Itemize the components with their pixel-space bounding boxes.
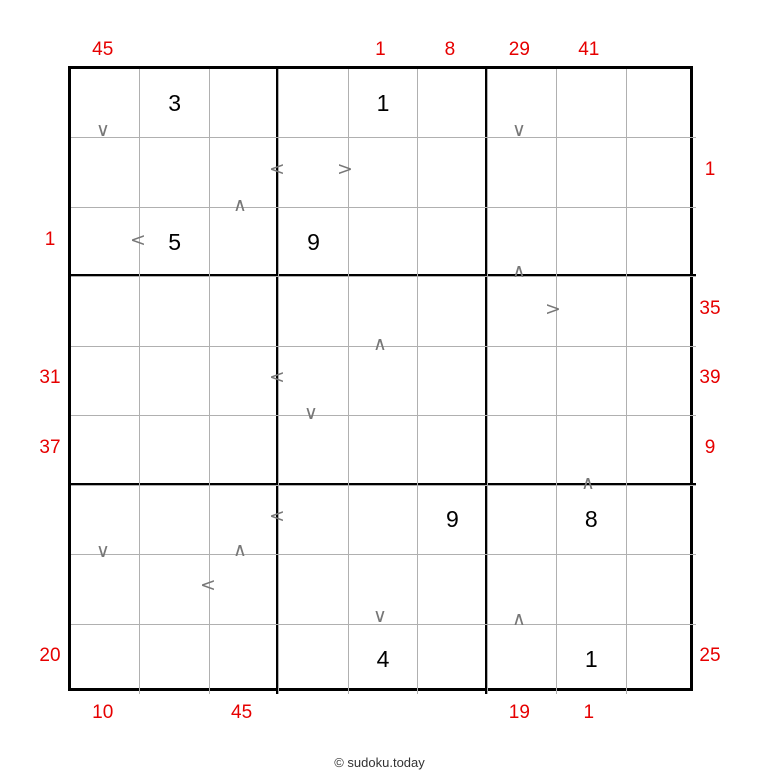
sudoku-grid[interactable] (68, 66, 693, 691)
grid-cell-r3c9[interactable] (627, 208, 696, 277)
grid-cell-r9c1[interactable] (71, 625, 140, 694)
grid-cell-r8c1[interactable] (71, 555, 140, 624)
cmp-r7c2-left: < (200, 574, 216, 596)
clue-left-row3: 1 (44, 228, 56, 250)
cmp-r0c6-down: ∨ (512, 119, 526, 141)
grid-cell-r1c9[interactable] (627, 69, 696, 138)
grid-cell-r4c8[interactable] (557, 277, 626, 346)
cell-value: 5 (168, 228, 182, 255)
grid-cell-r8c6[interactable] (418, 555, 487, 624)
cell-value: 1 (584, 645, 598, 672)
clue-left-row6: 37 (39, 436, 61, 458)
grid-cell-r1c5[interactable] (349, 69, 418, 138)
grid-cell-r3c5[interactable] (349, 208, 418, 277)
grid-cell-r2c7[interactable] (488, 138, 557, 207)
grid-cell-r1c8[interactable] (557, 69, 626, 138)
grid-cell-r9c7[interactable] (488, 625, 557, 694)
cell-value: 1 (376, 89, 390, 116)
grid-cell-r3c6[interactable] (418, 208, 487, 277)
grid-cell-r5c8[interactable] (557, 347, 626, 416)
cmp-r1c2-up: ∧ (233, 194, 247, 216)
grid-cell-r3c2[interactable] (140, 208, 209, 277)
clue-right-row9: 25 (699, 645, 721, 667)
grid-cell-r7c7[interactable] (488, 486, 557, 555)
grid-cell-r6c2[interactable] (140, 416, 209, 485)
grid-cell-r2c6[interactable] (418, 138, 487, 207)
grid-cell-r4c6[interactable] (418, 277, 487, 346)
clue-top-col1: 45 (92, 39, 114, 60)
clue-bottom-col1: 10 (92, 702, 114, 723)
cmp-r3c7-right: > (545, 298, 561, 320)
clue-right-row5: 39 (699, 367, 721, 389)
grid-cell-r5c1[interactable] (71, 347, 140, 416)
cmp-r0c0-down: ∨ (96, 119, 110, 141)
grid-cell-r9c6[interactable] (418, 625, 487, 694)
grid-cell-r4c3[interactable] (210, 277, 279, 346)
cmp-r4c4-up: ∧ (373, 333, 387, 355)
cmp-r1c4-right: > (337, 158, 353, 180)
grid-cell-r6c1[interactable] (71, 416, 140, 485)
grid-cell-r8c8[interactable] (557, 555, 626, 624)
cmp-r1c3-left: < (269, 158, 285, 180)
clue-right-row2: 1 (704, 159, 716, 181)
grid-cell-r6c7[interactable] (488, 416, 557, 485)
cmp-r2c1-left: < (130, 229, 146, 251)
cmp-r6c7-up: ∧ (581, 472, 595, 494)
grid-cell-r7c8[interactable] (557, 486, 626, 555)
grid-cell-r5c5[interactable] (349, 347, 418, 416)
clue-top-col7: 29 (508, 39, 530, 60)
cell-value: 3 (168, 89, 182, 116)
grid-cell-r3c3[interactable] (210, 208, 279, 277)
grid-cell-r8c4[interactable] (279, 555, 348, 624)
grid-cell-r1c2[interactable] (140, 69, 209, 138)
grid-cell-r9c3[interactable] (210, 625, 279, 694)
grid-cell-r1c6[interactable] (418, 69, 487, 138)
grid-cell-r6c5[interactable] (349, 416, 418, 485)
grid-cell-r9c8[interactable] (557, 625, 626, 694)
grid-cell-r9c5[interactable] (349, 625, 418, 694)
clue-bottom-col7: 19 (508, 702, 530, 723)
grid-cell-r7c2[interactable] (140, 486, 209, 555)
grid-cell-r6c6[interactable] (418, 416, 487, 485)
grid-cell-r8c9[interactable] (627, 555, 696, 624)
cmp-r4c3-left: < (269, 366, 285, 388)
footer-credit: © sudoku.today (334, 755, 425, 770)
clue-left-row5: 31 (39, 367, 61, 389)
grid-cell-r2c5[interactable] (349, 138, 418, 207)
cmp-r7c0-down: ∨ (96, 540, 110, 562)
clue-bottom-col3: 45 (231, 702, 253, 723)
grid-cell-r9c4[interactable] (279, 625, 348, 694)
cell-value: 8 (584, 506, 598, 533)
grid-cell-r5c7[interactable] (488, 347, 557, 416)
grid-cell-r2c1[interactable] (71, 138, 140, 207)
cmp-r5c3-down: ∨ (304, 402, 318, 424)
clue-top-col8: 41 (578, 39, 600, 60)
cmp-r6c3-left: < (269, 505, 285, 527)
grid-cell-r4c2[interactable] (140, 277, 209, 346)
grid-cell-r3c4[interactable] (279, 208, 348, 277)
grid-cell-r1c4[interactable] (279, 69, 348, 138)
grid-cell-r5c6[interactable] (418, 347, 487, 416)
cmp-r7c2-up: ∧ (233, 539, 247, 561)
grid-cell-r7c5[interactable] (349, 486, 418, 555)
grid-cell-r6c3[interactable] (210, 416, 279, 485)
cell-value: 9 (307, 228, 320, 255)
grid-cell-r3c8[interactable] (557, 208, 626, 277)
cmp-r8c6-up: ∧ (512, 608, 526, 630)
grid-cell-r1c3[interactable] (210, 69, 279, 138)
cell-value: 9 (446, 506, 459, 533)
clue-left-row9: 20 (39, 645, 61, 667)
clue-right-row4: 35 (699, 298, 721, 320)
grid-cell-r5c2[interactable] (140, 347, 209, 416)
clue-right-row6: 9 (704, 436, 716, 458)
cmp-r3c6-up: ∧ (512, 260, 526, 282)
cell-value: 4 (376, 645, 390, 672)
clue-top-col6: 8 (444, 39, 456, 60)
cmp-r8c4-down: ∨ (373, 605, 387, 627)
grid-cell-r7c4[interactable] (279, 486, 348, 555)
grid-cell-r4c4[interactable] (279, 277, 348, 346)
grid-cell-r7c6[interactable] (418, 486, 487, 555)
grid-cell-r9c2[interactable] (140, 625, 209, 694)
clue-top-col5: 1 (375, 39, 386, 60)
grid-cell-r6c4[interactable] (279, 416, 348, 485)
grid-cell-r2c2[interactable] (140, 138, 209, 207)
grid-cell-r4c1[interactable] (71, 277, 140, 346)
grid-cell-r2c8[interactable] (557, 138, 626, 207)
grid-cell-r8c3[interactable] (210, 555, 279, 624)
clue-bottom-col8: 1 (583, 702, 595, 723)
grid-cell-r7c9[interactable] (627, 486, 696, 555)
